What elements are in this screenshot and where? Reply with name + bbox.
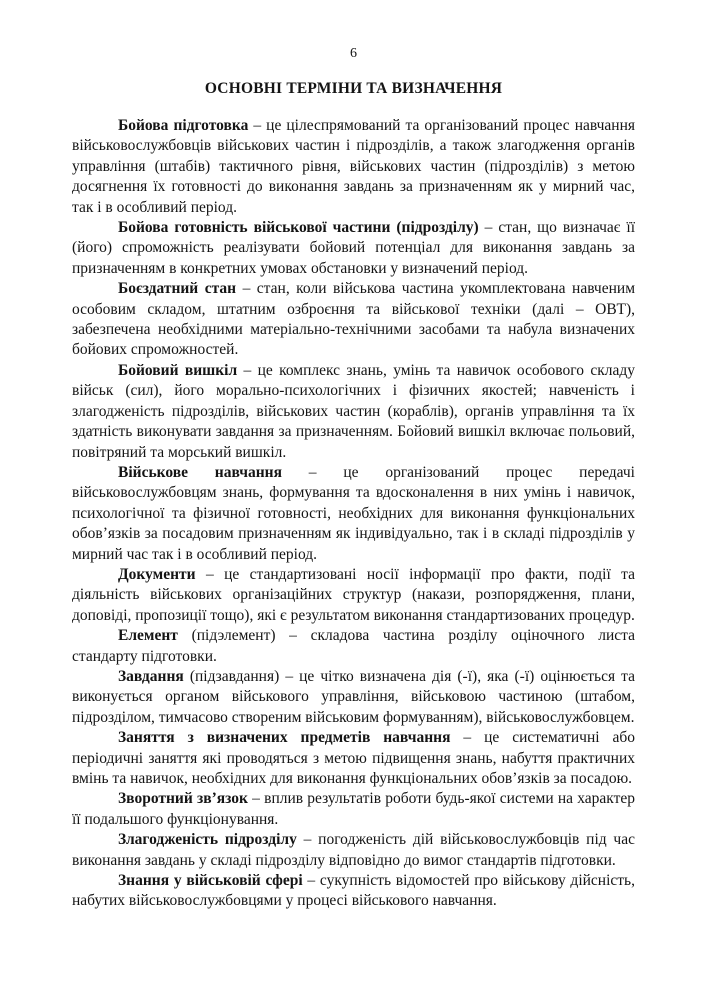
definition-combat-readiness bbox=[72, 218, 635, 279]
definition-text: – це організований процес передачі військовослужбовцям знань, формування та вдосконалення в них умінь і навичок, психологічної та фізичної готовності, необхідних для виконання функціональних обов’язків за посадовим призначенням як індивідуально, так і в складі підрозділів у мирний час так і в особливий період. bbox=[72, 463, 635, 563]
definition-term: Військове навчання bbox=[118, 463, 282, 481]
definition-text: – стан, коли військова частина укомплектована навченим особовим складом, штатним озброєння та військової техніки (далі – ОВТ), забезпечена необхідними матеріально-технічними засобами та набула визначених бойових спроможностей. bbox=[72, 280, 636, 359]
definition-text: – це комплекс знань, умінь та навичок особового складу військ (сил), його морально-психологічних і фізичних якостей; навченість і злагодженість підрозділів, військових частин (кораблів), органів управління та їх здатність виконувати завдання за призначенням. Бойовий вишкіл включає польовий, повітряний та морський вишкіл. bbox=[72, 361, 635, 461]
definition-military-knowledge bbox=[72, 871, 635, 912]
definition-text: – це стандартизовані носії інформації про факти, події та діяльність військових організаційних структур (накази, розпорядження, плани, доповіді, пропозиції тощо), які є результатом виконання стандартизованих процедур. bbox=[72, 565, 635, 624]
definition-term: Бойовий вишкіл bbox=[118, 361, 238, 379]
definition-term: Елемент bbox=[118, 627, 178, 645]
definition-text: (підэлемент) – складова частина розділу оціночного листа стандарту підготовки. bbox=[72, 627, 635, 665]
definition-term: Злагодженість підрозділу bbox=[118, 831, 297, 849]
definition-subject-classes bbox=[72, 728, 635, 789]
definition-term: Заняття з визначених предметів навчання bbox=[118, 729, 451, 747]
definition-term: Бойова підготовка bbox=[118, 117, 249, 134]
definition-military-training bbox=[72, 463, 635, 565]
definition-text: – стан, що визначає її (його) спроможність реалізувати бойовий потенціал для виконання завдань за призначенням в конкретних умовах обстановки у визначений період. bbox=[72, 219, 636, 277]
definition-text: – це систематичні або періодичні заняття які проводяться з метою підвищення знань, набуття практичних вмінь та навичок, необхідних для виконання функціональних обов’язків за посадою. bbox=[72, 729, 635, 787]
definitions-list bbox=[72, 116, 635, 912]
definition-combat-capable-state bbox=[72, 279, 635, 361]
definition-term: Зворотний зв’язок bbox=[118, 790, 248, 808]
definition-element bbox=[72, 626, 635, 667]
definition-combat-training bbox=[72, 116, 635, 218]
definition-unit-cohesion bbox=[72, 830, 635, 871]
definition-task bbox=[72, 667, 635, 728]
definition-text: – це цілеспрямований та організований процес навчання військовослужбовців військових частин і підрозділів, а також злагодження органів управління (штабів) тактичного рівня, військових частин (підрозділів) з метою досягнення їх готовності до виконання завдань за призначенням як у мирний час, так і в особливий період. bbox=[72, 117, 635, 216]
definition-term: Знання у військовій сфері bbox=[118, 872, 303, 890]
definition-combat-proficiency bbox=[72, 361, 635, 463]
page-number: 6 bbox=[350, 46, 357, 61]
definition-text: (підзавдання) – це чітко визначена дія (-ї), яка (-ї) оцінюється та виконується органом військового управління, військовою частиною (штабом, підрозділом, тимчасово створеним військовим формуванням), військовослужбовцем. bbox=[72, 667, 635, 726]
definition-term: Документи bbox=[118, 565, 196, 583]
definition-text: – вплив результатів роботи будь-якої системи на характер її подальшого функціонування. bbox=[72, 790, 635, 828]
definition-feedback bbox=[72, 789, 635, 830]
definition-text: – погодженість дій військовослужбовців під час виконання завдань у складі підрозділу відповідно до вимог стандартів підготовки. bbox=[72, 831, 635, 869]
definition-documents bbox=[72, 565, 635, 626]
definition-text: – сукупність відомостей про військову дійсність, набутих військовослужбовцями у процесі військового навчання. bbox=[72, 872, 636, 910]
definition-term: Бойова готовність військової частини (підрозділу) bbox=[118, 219, 479, 237]
definition-term: Боєздатний стан bbox=[118, 280, 237, 298]
definition-term: Завдання bbox=[118, 667, 184, 685]
page-title: ОСНОВНІ ТЕРМІНИ ТА ВИЗНАЧЕННЯ bbox=[204, 80, 503, 97]
